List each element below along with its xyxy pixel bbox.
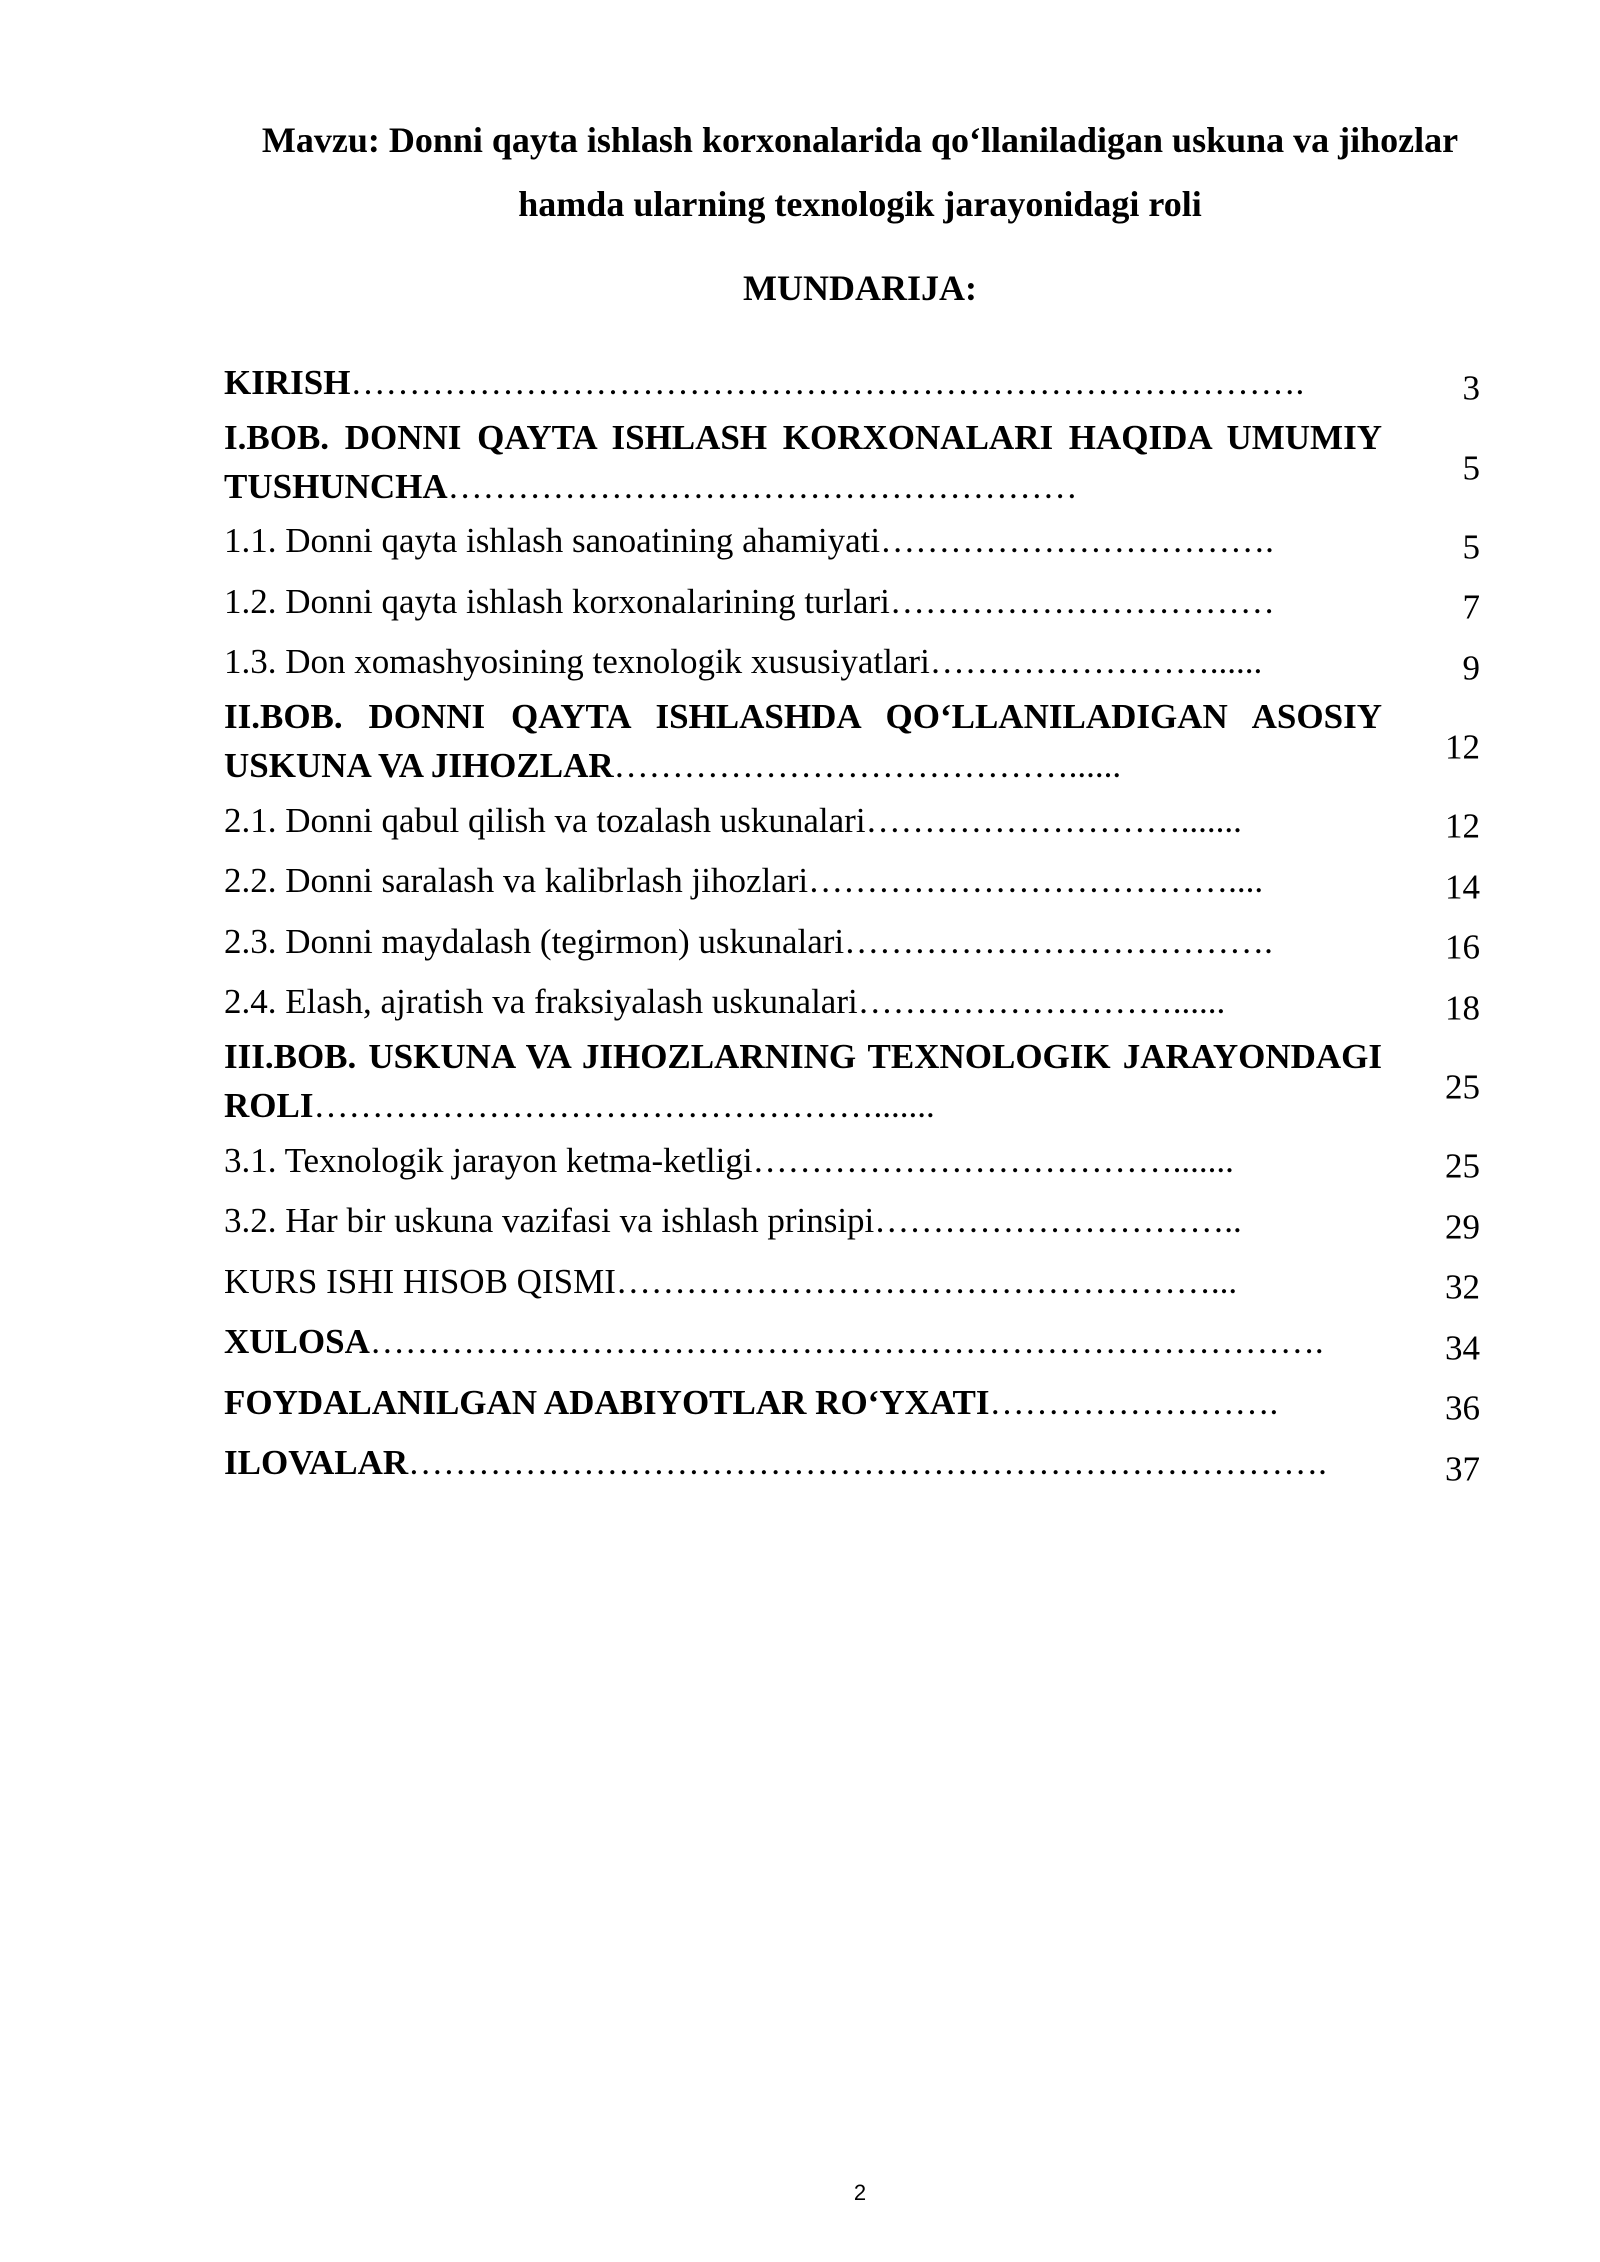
toc-leader-dots: ……………………………….: [844, 921, 1273, 961]
toc-entry-label: XULOSA: [224, 1322, 370, 1362]
toc-leader-dots: ………………………......: [857, 982, 1226, 1022]
toc-entry-references: [224, 1372, 1480, 1433]
toc-entry-label: 1.1. Donni qayta ishlash sanoatining ahamiyati: [224, 521, 881, 561]
page-number: 2: [853, 2180, 867, 2205]
toc-entry-label: 2.4. Elash, ajratish va fraksiyalash uskunalari: [224, 982, 858, 1022]
toc-entry-xulosa: [224, 1312, 1480, 1373]
toc-leader-dots: …………………………………......: [613, 746, 1122, 785]
toc-entry-label: 2.3. Donni maydalash (tegirmon) uskunalari: [224, 921, 845, 961]
toc-entry-2-4: [224, 972, 1480, 1033]
toc-page-number: 37: [1445, 1449, 1480, 1489]
toc-leader-dots: ……………………………: [889, 581, 1275, 621]
toc-entry-1-1: [224, 511, 1480, 572]
toc-leader-dots: …………………………….: [880, 521, 1274, 561]
toc-entry-label: FOYDALANILGAN ADABIYOTLAR RO‘YXATI: [224, 1382, 990, 1422]
toc-page-number: 18: [1445, 988, 1480, 1028]
contents-heading: MUNDARIJA:: [743, 268, 977, 308]
toc-entry-calculation: [224, 1251, 1480, 1312]
toc-page-number: 32: [1445, 1267, 1480, 1307]
toc-page-number: 16: [1445, 927, 1480, 967]
toc-entry-label: I.BOB. DONNI QAYTA ISHLASH KORXONALARI HAQIDA UMUMIY TUSHUNCHA: [224, 417, 1382, 506]
toc-leader-dots: ………………………………....: [808, 861, 1264, 901]
toc-leader-dots: ……………………………….......: [752, 1140, 1234, 1180]
toc-entry-ilovalar: [224, 1433, 1480, 1494]
title-line-1: Mavzu: Donni qayta ishlash korxonalarida qo‘llaniladigan uskuna va jihozlar: [261, 120, 1459, 160]
toc-leader-dots: ……………………….......: [865, 800, 1242, 840]
toc-page-number: 25: [1445, 1146, 1480, 1186]
toc-entry-chapter-2: [224, 692, 1480, 790]
toc-entry-label: 3.2. Har bir uskuna vazifasi va ishlash prinsipi: [224, 1201, 875, 1241]
toc-leader-dots: …………………….: [989, 1382, 1279, 1422]
table-of-contents: [224, 352, 1480, 1493]
toc-entry-label: 3.1. Texnologik jarayon ketma-ketligi: [224, 1140, 753, 1180]
toc-entry-kirish: [224, 352, 1480, 413]
toc-leader-dots: …………………………..: [874, 1201, 1242, 1241]
toc-entry-label: ILOVALAR: [224, 1443, 409, 1483]
toc-page-number: 34: [1445, 1328, 1480, 1368]
toc-page-number: 36: [1445, 1388, 1480, 1428]
toc-entry-label: 1.3. Don xomashyosining texnologik xususiyatlari: [224, 642, 930, 682]
toc-leader-dots: ……………………………………………...: [615, 1261, 1238, 1301]
toc-page-number: 7: [1462, 587, 1480, 627]
toc-entry-label: II.BOB. DONNI QAYTA ISHLASHDA QO‘LLANILADIGAN ASOSIY USKUNA VA JIHOZLAR: [224, 697, 1382, 785]
toc-entry-1-2: [224, 571, 1480, 632]
toc-leader-dots: ……………………………………………………………………….: [350, 362, 1305, 402]
toc-page-number: 5: [1462, 447, 1480, 487]
toc-entry-chapter-1: [224, 413, 1480, 511]
toc-leader-dots: ……………………………………………………………………….: [369, 1322, 1324, 1362]
toc-entry-3-2: [224, 1191, 1480, 1252]
toc-entry-label: 1.2. Donni qayta ishlash korxonalarining turlari: [224, 581, 890, 621]
toc-entry-2-1: [224, 790, 1480, 851]
toc-entry-label: KURS ISHI HISOB QISMI: [224, 1261, 616, 1301]
toc-page-number: 5: [1462, 527, 1480, 567]
toc-leader-dots: ………………………………………………: [447, 466, 1078, 506]
toc-page-number: 12: [1445, 727, 1480, 767]
toc-entry-2-3: [224, 911, 1480, 972]
toc-entry-chapter-3: [224, 1032, 1480, 1130]
toc-entry-label: III.BOB. USKUNA VA JIHOZLARNING TEXNOLOGIK JARAYONDAGI ROLI: [224, 1037, 1382, 1125]
document-title: [200, 108, 1520, 236]
toc-page-number: 3: [1462, 368, 1480, 408]
toc-leader-dots: ……………………......: [929, 642, 1263, 682]
toc-page-number: 12: [1445, 806, 1480, 846]
toc-entry-1-3: [224, 632, 1480, 693]
toc-entry-label: 2.2. Donni saralash va kalibrlash jihozlari: [224, 861, 809, 901]
toc-entry-2-2: [224, 851, 1480, 912]
toc-leader-dots: ………………………………………….......: [313, 1086, 935, 1125]
toc-entry-label: KIRISH: [224, 362, 351, 402]
toc-leader-dots: …………………………………………………………………….: [408, 1443, 1327, 1483]
toc-entry-label: 2.1. Donni qabul qilish va tozalash uskunalari: [224, 800, 866, 840]
toc-page-number: 29: [1445, 1207, 1480, 1247]
toc-entry-3-1: [224, 1130, 1480, 1191]
title-line-2: hamda ularning texnologik jarayonidagi roli: [518, 184, 1202, 224]
toc-page-number: 25: [1445, 1067, 1480, 1107]
toc-page-number: 14: [1445, 867, 1480, 907]
toc-page-number: 9: [1462, 648, 1480, 688]
